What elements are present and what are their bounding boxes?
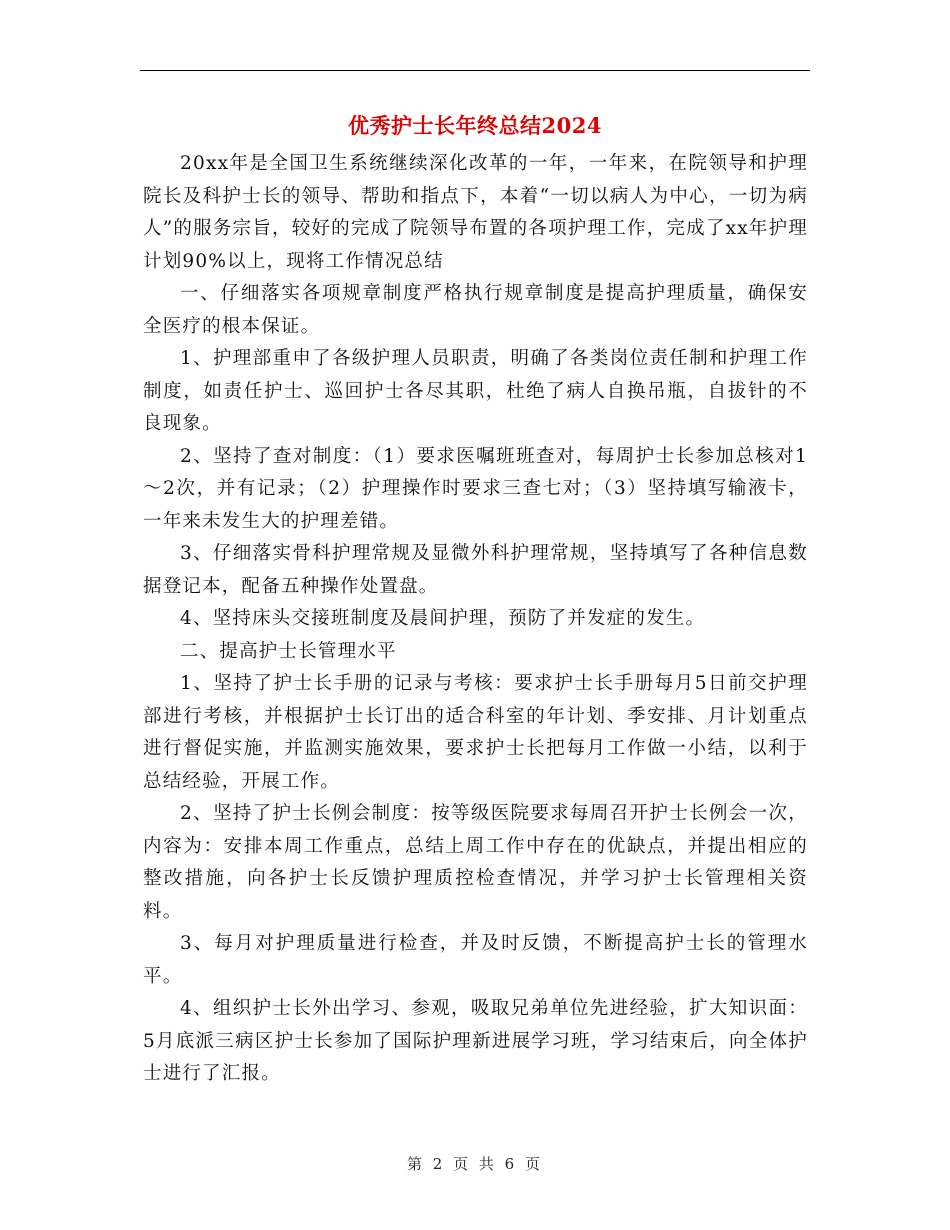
- paragraph-2-2: 2、坚持了护士长例会制度：按等级医院要求每周召开护士长例会一次，内容为：安排本周工作重点，总结上周工作中存在的优缺点，并提出相应的整改措施，向各护士长反馈护理质控检查情况，并学习护士长管理相关资料。: [143, 803, 808, 922]
- paragraph-1-1: 1、护理部重申了各级护理人员职责，明确了各类岗位责任制和护理工作制度，如责任护士、巡回护士各尽其职，杜绝了病人自换吊瓶，自拔针的不良现象。: [143, 348, 808, 434]
- document-title: 优秀护士长年终总结2024: [348, 113, 602, 138]
- paragraph-2-3: 3、每月对护理质量进行检查，并及时反馈，不断提高护士长的管理水平。: [143, 933, 808, 987]
- paragraph-1-2: 2、坚持了查对制度：（1）要求医嘱班班查对，每周护士长参加总核对1～2次，并有记录；（2）护理操作时要求三查七对；（3）坚持填写输液卡，一年来未发生大的护理差错。: [143, 445, 808, 532]
- paragraph-intro: 20xx年是全国卫生系统继续深化改革的一年，一年来，在院领导和护理院长及科护士长的领导、帮助和指点下，本着“一切以病人为中心，一切为病人”的服务宗旨，较好的完成了院领导布置的各项护理工作，完成了xx年护理计划90%以上，现将工作情况总结: [143, 153, 808, 272]
- paragraph-1-3: 3、仔细落实骨科护理常规及显微外科护理常规，坚持填写了各种信息数据登记本，配备五种操作处置盘。: [143, 543, 808, 597]
- section-heading-1: 一、仔细落实各项规章制度严格执行规章制度是提高护理质量，确保安全医疗的根本保证。: [143, 283, 808, 337]
- section-heading-2: 二、提高护士长管理水平: [180, 640, 397, 662]
- document-body: [143, 148, 808, 1091]
- paragraph-1-4: 4、坚持床头交接班制度及晨间护理，预防了并发症的发生。: [180, 608, 706, 629]
- header-rule: [140, 70, 810, 71]
- paragraph-2-1: 1、坚持了护士长手册的记录与考核：要求护士长手册每月5日前交护理部进行考核，并根据护士长订出的适合科室的年计划、季安排、月计划重点进行督促实施，并监测实施效果，要求护士长把每月工作做一小结，以利于总结经验，开展工作。: [143, 673, 808, 792]
- page-number: 第 2 页 共 6 页: [407, 1155, 543, 1173]
- paragraph-2-4: 4、组织护士长外出学习、参观，吸取兄弟单位先进经验，扩大知识面：5月底派三病区护士长参加了国际护理新进展学习班，学习结束后，向全体护士进行了汇报。: [143, 998, 808, 1084]
